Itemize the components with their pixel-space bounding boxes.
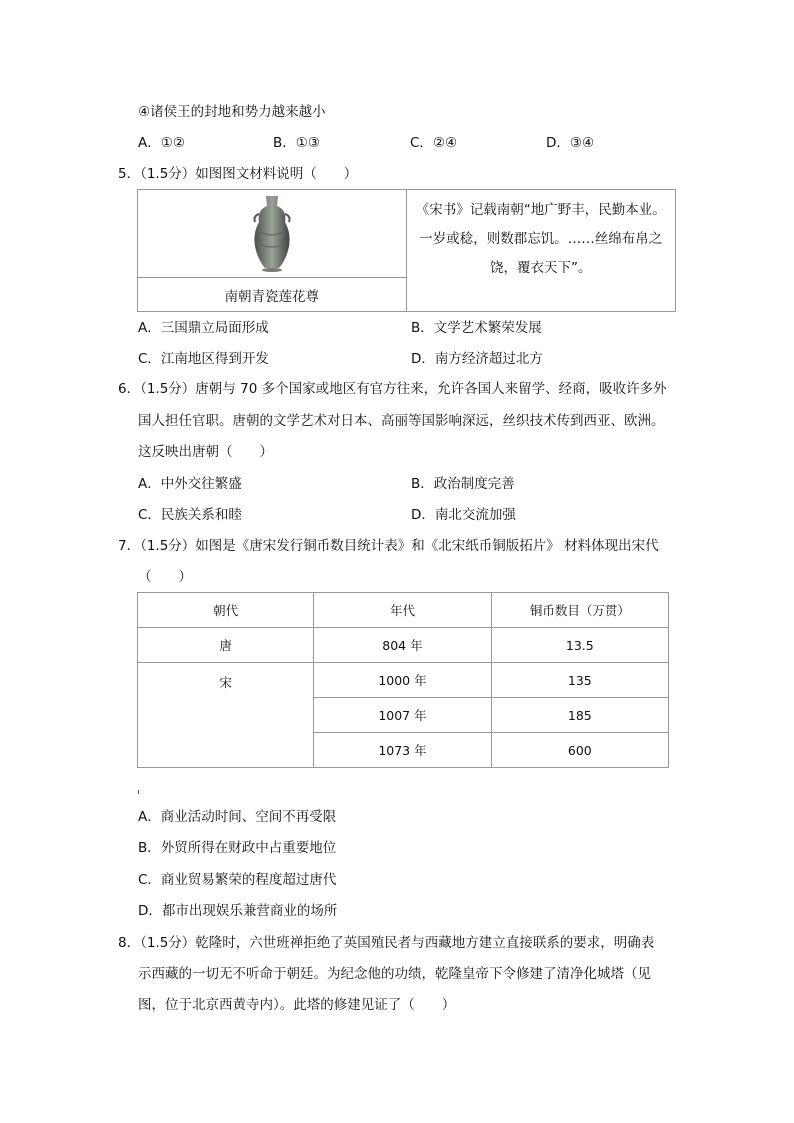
- quote-line-1: 《宋书》记载南朝“地广野丰，民勤本业。: [415, 202, 666, 218]
- q5-option-a: A．三国鼎立局面形成: [138, 320, 269, 336]
- q8-stem-line-1: 8．（1.5分）乾隆时，六世班禅拒绝了英国殖民者与西藏地方建立直接联系的要求，明确表: [118, 935, 655, 951]
- q7-stem-line-1: 7．（1.5分）如图是《唐宋发行铜币数目统计表》和《北宋纸币铜版拓片》 材料体现出宋代: [118, 538, 659, 554]
- q6-stem-line-3: 这反映出唐朝（ ）: [138, 444, 273, 460]
- q4-item4: ④诸侯王的封地和势力越来越小: [138, 104, 326, 120]
- small-mark: [138, 790, 139, 794]
- q4-option-c: C．②④: [410, 135, 458, 151]
- q4-option-d: D．③④: [546, 135, 595, 151]
- q7-option-a: A．商业活动时间、空间不再受限: [138, 809, 337, 825]
- header-amount: 铜币数目（万贯）: [491, 593, 668, 628]
- q6-option-c: C．民族关系和睦: [138, 507, 242, 523]
- q4-option-a: A．①②: [138, 135, 185, 151]
- q8-stem-line-2: 示西藏的一切无不听命于朝廷。为纪念他的功绩，乾隆皇帝下令修建了清净化城塔（见: [138, 966, 651, 982]
- dynasty-song: 宋: [138, 663, 314, 768]
- q5-option-c: C．江南地区得到开发: [138, 351, 269, 367]
- amount-cell: 185: [491, 698, 668, 733]
- header-year: 年代: [314, 593, 491, 628]
- table-row: [138, 628, 669, 663]
- amount-cell: 13.5: [491, 628, 668, 663]
- q5-option-b: B．文学艺术繁荣发展: [411, 320, 542, 336]
- q8-stem-line-3: 图，位于北京西黄寺内）。此塔的修建见证了（ ）: [138, 997, 456, 1013]
- amount-cell: 600: [491, 733, 668, 768]
- q4-option-b: B．①③: [273, 135, 320, 151]
- year-cell: 1007 年: [314, 698, 491, 733]
- vase-image-cell: [138, 190, 407, 278]
- song-shu-quote-cell: [406, 190, 676, 312]
- table-row: [138, 663, 669, 698]
- header-dynasty: 朝代: [138, 593, 314, 628]
- dynasty-tang: 唐: [138, 628, 314, 663]
- year-cell: 804 年: [314, 628, 491, 663]
- q7-option-d: D．都市出现娱乐兼营商业的场所: [138, 903, 338, 919]
- vase-caption: 南朝青瓷莲花尊: [138, 278, 407, 312]
- year-cell: 1073 年: [314, 733, 491, 768]
- amount-cell: 135: [491, 663, 668, 698]
- celadon-vase-image: [245, 192, 299, 272]
- q7-option-b: B．外贸所得在财政中占重要地位: [138, 840, 337, 856]
- q5-option-d: D．南方经济超过北方: [411, 351, 543, 367]
- q7-option-c: C．商业贸易繁荣的程度超过唐代: [138, 872, 337, 888]
- year-cell: 1000 年: [314, 663, 491, 698]
- q5-stem: 5．（1.5分）如图图文材料说明（ ）: [118, 166, 358, 182]
- q6-option-d: D．南北交流加强: [411, 507, 516, 523]
- q6-option-a: A．中外交往繁盛: [138, 476, 242, 492]
- quote-line-2: 一岁或稔，则数郡忘饥。……丝绵布帛之: [419, 231, 663, 247]
- quote-line-3: 饶，覆衣天下”。: [490, 260, 592, 276]
- copper-coin-table: [137, 592, 669, 768]
- q7-stem-line-2: （ ）: [138, 569, 192, 585]
- q6-stem-line-2: 国人担任官职。唐朝的文学艺术对日本、高丽等国影响深远，丝织技术传到西亚、欧洲。: [138, 413, 665, 429]
- q5-material-table: [137, 189, 676, 312]
- q6-option-b: B．政治制度完善: [411, 476, 515, 492]
- q6-stem-line-1: 6．（1.5分）唐朝与 70 多个国家或地区有官方往来，允许各国人来留学、经商，吸收许多外: [118, 381, 667, 397]
